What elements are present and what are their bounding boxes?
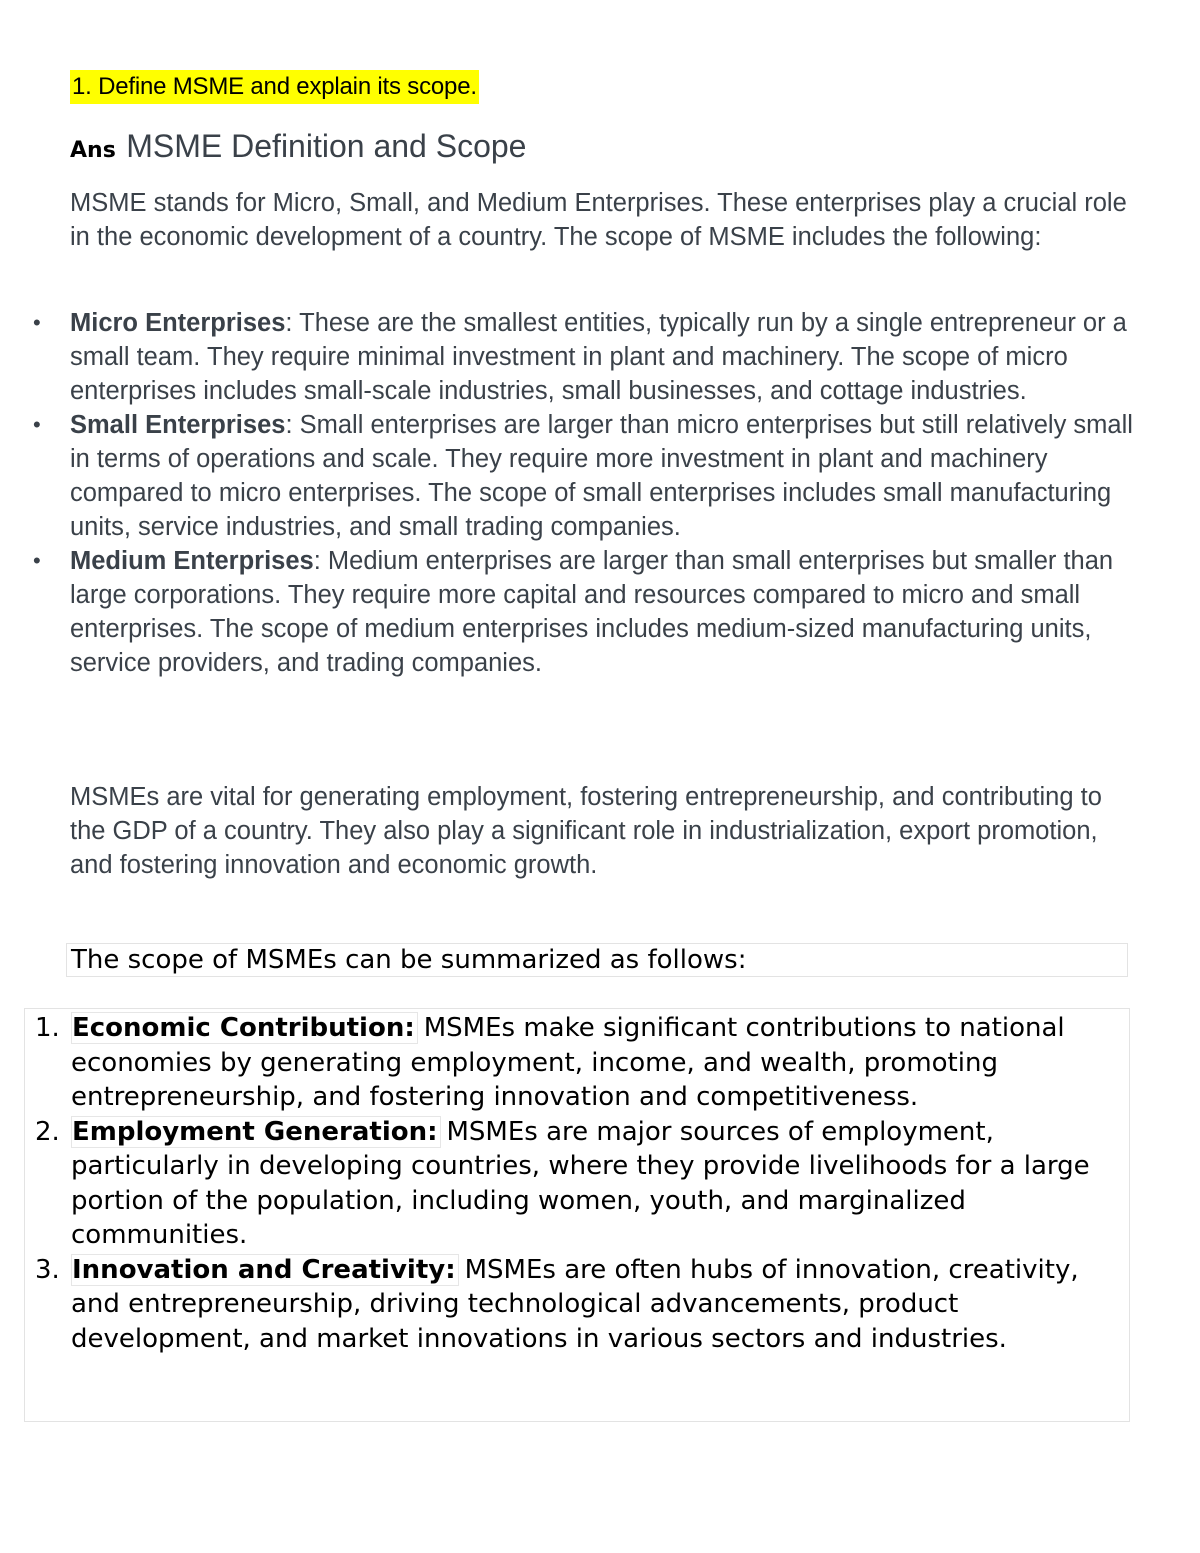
- bullet-term: Small Enterprises: [70, 411, 286, 439]
- summary-list-box: [24, 1008, 1130, 1422]
- list-number: 1.: [35, 1013, 60, 1043]
- bullet-text: : These are the smallest entities, typically run by a single entrepreneur or a small team. They require minimal investment in plant and machinery. The scope of micro enterprises includes small-scale industries, small businesses, and cottage industries.: [70, 309, 1127, 405]
- summary-term: Innovation and Creativity:: [71, 1254, 459, 1286]
- bullet-icon: •: [33, 548, 41, 573]
- summary-heading: The scope of MSMEs can be summarized as follows:: [71, 945, 747, 975]
- intro-paragraph: MSME stands for Micro, Small, and Medium Enterprises. These enterprises play a crucial role in the economic development of a country. The scope of MSME includes the following:: [70, 189, 1127, 251]
- bullet-icon: •: [33, 310, 41, 335]
- question-heading: 1. Define MSME and explain its scope.: [70, 70, 479, 104]
- summary-text: MSMEs are often hubs of innovation, creativity, and entrepreneurship, driving technological advancements, product development, and market innovations in various sectors and industries.: [71, 1254, 1079, 1354]
- summary-heading-box: [66, 943, 1128, 977]
- summary-numbered-list: [35, 1011, 1121, 1356]
- bullet-text: : Medium enterprises are larger than small enterprises but smaller than large corporations. They require more capital and resources compared to micro and small enterprises. The scope of medium enterprises includes medium-sized manufacturing units, service providers, and trading companies.: [70, 547, 1114, 677]
- bullet-term: Medium Enterprises: [70, 547, 314, 575]
- bullet-item-medium: [33, 544, 1140, 680]
- bullet-item-small: [33, 408, 1140, 544]
- answer-title: MSME Definition and Scope: [126, 128, 527, 164]
- closing-paragraph: MSMEs are vital for generating employment, fostering entrepreneurship, and contributing to the GDP of a country. They also play a significant role in industrialization, export promotion, and fostering innovation and economic growth.: [70, 783, 1102, 879]
- summary-text: MSMEs make significant contributions to national economies by generating employment, income, and wealth, promoting entrepreneurship, and fostering innovation and competitiveness.: [71, 1013, 1065, 1112]
- list-number: 3.: [35, 1254, 60, 1285]
- summary-term: Employment Generation:: [71, 1116, 441, 1148]
- enterprise-bullet-list: [33, 306, 1140, 680]
- summary-item-employment: [35, 1115, 1121, 1253]
- summary-term: Economic Contribution:: [71, 1012, 418, 1044]
- list-number: 2.: [35, 1116, 60, 1147]
- bullet-text: : Small enterprises are larger than micro enterprises but still relatively small in terms of operations and scale. They require more investment in plant and machinery compared to micro enterprises. The scope of small enterprises includes small manufacturing units, service industries, and small trading companies.: [70, 411, 1133, 541]
- bullet-term: Micro Enterprises: [70, 309, 286, 337]
- summary-item-innovation: [35, 1253, 1121, 1357]
- summary-item-economic: [35, 1011, 1121, 1115]
- answer-heading: [70, 128, 526, 165]
- bullet-item-micro: [33, 306, 1140, 408]
- bullet-icon: •: [33, 412, 41, 437]
- summary-text: MSMEs are major sources of employment, particularly in developing countries, where they provide livelihoods for a large portion of the population, including women, youth, and marginalized communities.: [71, 1116, 1090, 1250]
- answer-label: Ans: [70, 138, 116, 163]
